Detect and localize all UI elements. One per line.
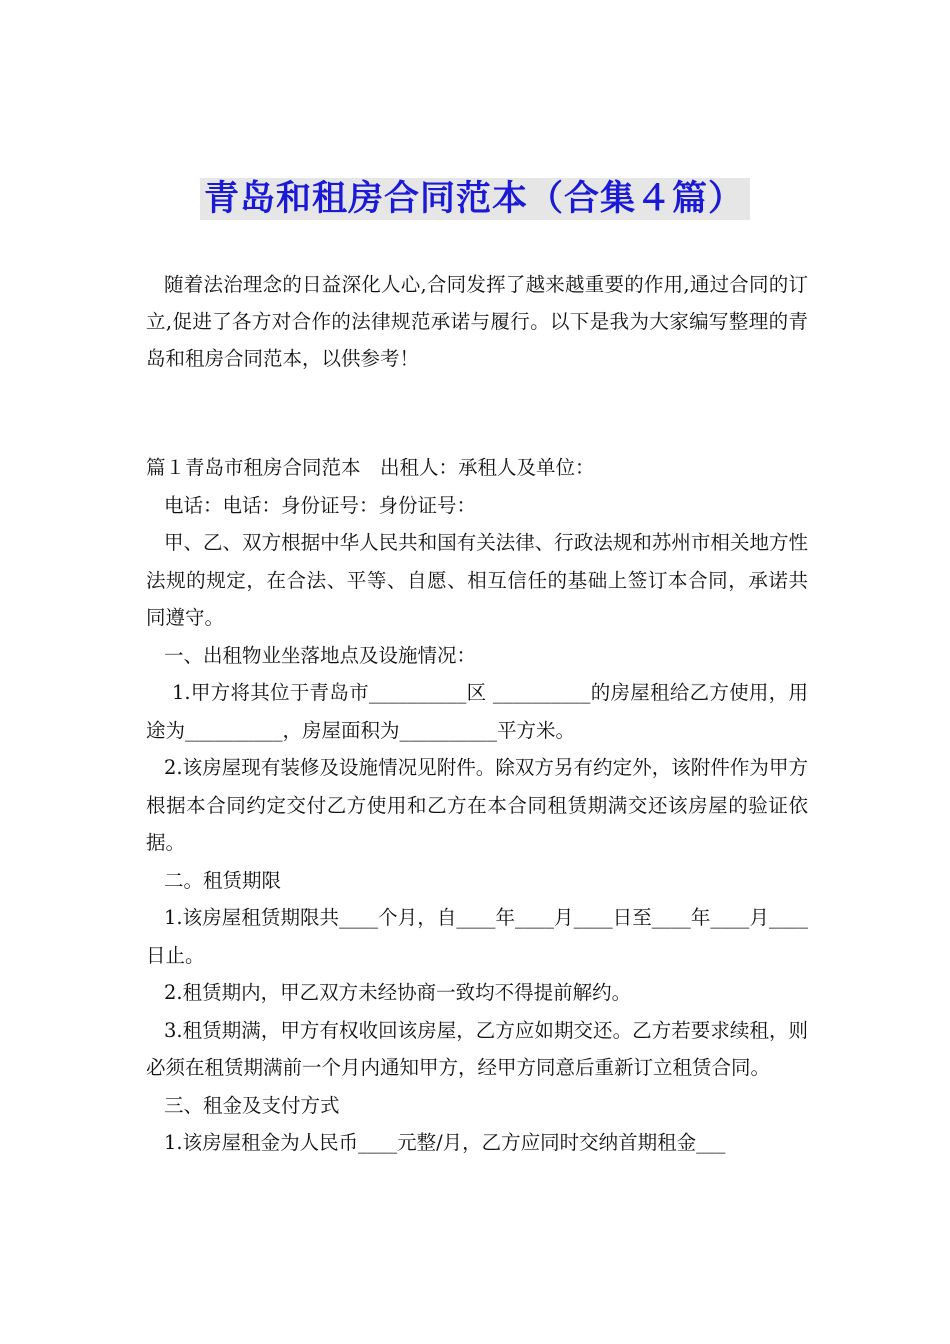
clause-item: 3.租赁期满，甲方有权收回该房屋，乙方应如期交还。乙方若要求续租，则必须在租赁期满前一个月内通知甲方，经甲方同意后重新订立租赁合同。 (146, 1018, 808, 1079)
section-heading: 篇１青岛市租房合同范本 出租人：承租人及单位： (146, 456, 595, 479)
clause-heading: 一、出租物业坐落地点及设施情况： (164, 643, 477, 667)
contact-line: 电话：电话：身份证号：身份证号： (164, 493, 477, 517)
document-title: 青岛和租房合同范本（合集４篇） (200, 178, 750, 220)
clause-item: 1.甲方将其位于青岛市__________区 __________的房屋租给乙方使用，用途为__________，房屋面积为__________平方米。 (146, 681, 808, 742)
contract-body (146, 449, 808, 1162)
intro-section (146, 266, 808, 377)
clause-heading: 三、租金及支付方式 (164, 1093, 340, 1117)
title-container (0, 178, 950, 220)
intro-paragraph: 随着法治理念的日益深化人心,合同发挥了越来越重要的作用,通过合同的订立,促进了各方对合作的法律规范承诺与履行。以下是我为大家编写整理的青岛和租房合同范本，以供参考！ (146, 273, 808, 370)
clause-heading: 二。租赁期限 (164, 868, 282, 892)
clause-item: 2.租赁期内，甲乙双方未经协商一致均不得提前解约。 (164, 981, 632, 1004)
contract-paragraph: 甲、乙、双方根据中华人民共和国有关法律、行政法规和苏州市相关地方性法规的规定，在合法、平等、自愿、相互信任的基础上签订本合同，承诺共同遵守。 (146, 531, 808, 629)
clause-item: 1.该房屋租赁期限共____个月，自____年____月____日至____年____月____日止。 (146, 906, 808, 967)
clause-item: 2.该房屋现有装修及设施情况见附件。除双方另有约定外，该附件作为甲方根据本合同约定交付乙方使用和乙方在本合同租赁期满交还该房屋的验证依据。 (146, 756, 808, 854)
clause-item: 1.该房屋租金为人民币____元整/月，乙方应同时交纳首期租金___ (164, 1131, 726, 1154)
